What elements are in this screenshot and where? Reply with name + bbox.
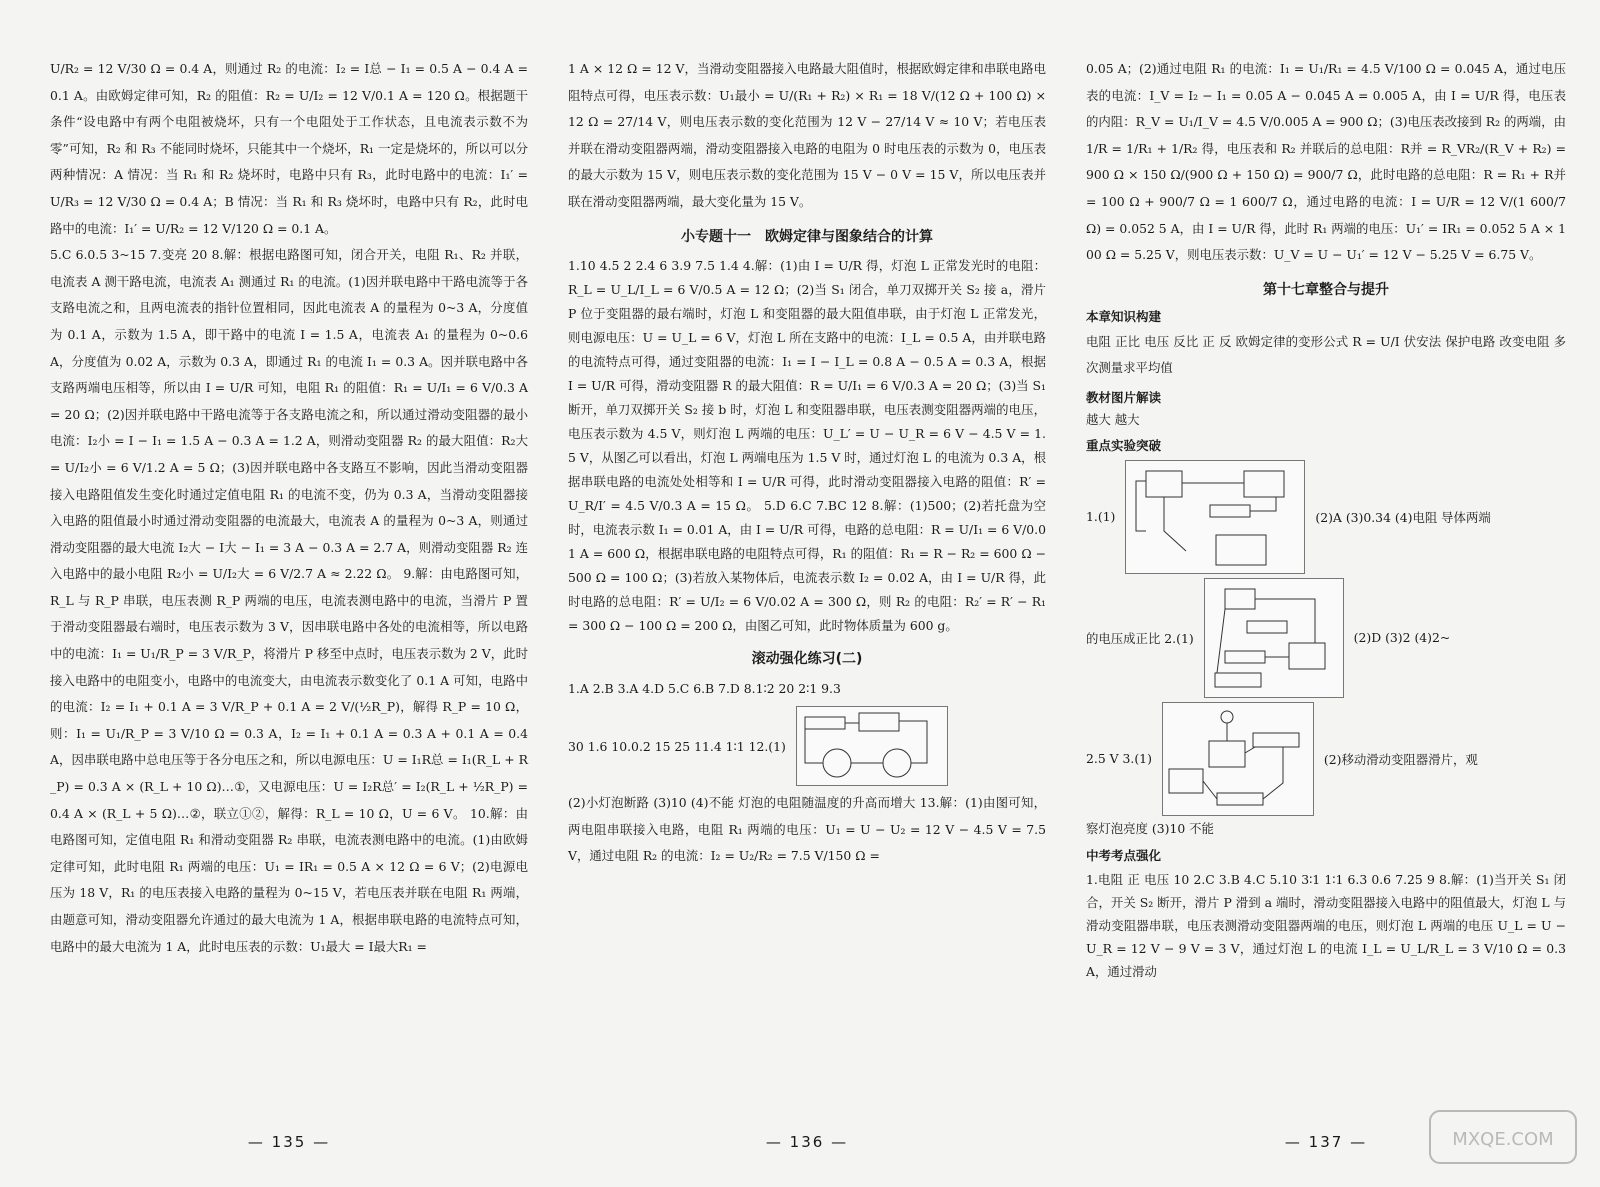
subsection-heading: 重点实验突破 [1086, 437, 1162, 453]
subsection-heading: 教材图片解读 [1086, 389, 1162, 405]
answer-text: 30 1.6 10.0.2 15 25 11.4 1∶1 12.(1) [568, 738, 786, 754]
circuit-diagram [1125, 460, 1305, 574]
page-number: — 137 — [1284, 1133, 1368, 1151]
answer-text: 1.电阻 正 电压 10 2.C 3.B 4.C 5.10 3∶1 1∶1 6.3 0.6 7.25 9 8.解：(1)当开关 S₁ 闭合，开关 S₂ 断开，滑片 P 滑到 a 端时，滑动变阻器接入电路中的阻值最大，灯泡 L 与滑动变阻器串联，电压表测滑动变阻器两端的电压，则灯泡 L 两端的电压 U_L = U − U_R = 12 V − 9 V = 3 V，通过灯泡 L 的电流 I_L = U_L/R_L = 3 V/10 Ω = 0.3 A，通过滑动 [1086, 871, 1566, 979]
watermark-logo [1428, 1109, 1578, 1169]
answer-text: U/R₂ = 12 V/30 Ω = 0.4 A，则通过 R₂ 的电流：I₂ = I总 − I₁ = 0.5 A − 0.4 A = 0.1 A。由欧姆定律可知，R₂ 的阻值：R₂ = U/I₂ = 12 V/0.1 A = 120 Ω。根据题干条件“设电路中有两个电阻被烧坏，只有一个电阻处于工作状态，且电流表示数不为零”可知，R₂ 和 R₃ 不能同时烧坏，只能其中一个烧坏，R₁ 一定是烧坏的，所以可以分两种情况：A 情况：当 R₁ 和 R₂ 烧坏时，电路中只有 R₃，此时电路中的电流：I₁′ = U/R₃ = 12 V/30 Ω = 0.4 A；B 情况：当 R₁ 和 R₃ 烧坏时，电路中只有 R₂，此时电路中的电流：I₁′ = U/R₂ = 12 V/120 Ω = 0.1 A。 [50, 61, 528, 236]
page-135 [40, 0, 538, 1187]
page-136 [558, 0, 1056, 1187]
answer-text: 2.5 V 3.(1) [1086, 751, 1152, 767]
circuit-diagram [1204, 578, 1344, 698]
answer-text: (2)小灯泡断路 (3)10 (4)不能 灯泡的电阻随温度的升高而增大 13.解：(1)由图可知，两电阻串联接入电路，电阻 R₁ 两端的电压：U₁ = U − U₂ = 12 V − 4.5 V = 7.5 V，通过电阻 R₂ 的电流：I₂ = U₂/R₂ = 7.5 V/150 Ω = [568, 795, 1046, 864]
section-heading: 小专题十一 欧姆定律与图象结合的计算 [681, 228, 933, 245]
answer-text: 电阻 正比 电压 反比 正 反 欧姆定律的变形公式 R = U/I 伏安法 保护电路 改变电阻 多次测量求平均值 [1086, 333, 1566, 376]
answer-text: 1.10 4.5 2 2.4 6 3.9 7.5 1.4 4.解：(1)由 I = U/R 得，灯泡 L 正常发光时的电阻：R_L = U_L/I_L = 6 V/0.5 A = 12 Ω；(2)当 S₁ 闭合，单刀双掷开关 S₂ 接 a，滑片 P 位于变阻器的最右端时，灯泡 L 和变阻器的最大阻值串联，由于灯泡 L 正常发光，则电源电压：U = U_L = 6 V，灯泡 L 所在支路中的电流：I_L = 0.5 A，由并联电路的电流特点可得，通过变阻器的电流：I₁ = I − I_L = 0.8 A − 0.5 A = 0.3 A，根据 I = U/R 可得，滑动变阻器 R 的最大阻值：R = U/I₁ = 6 V/0.3 A = 20 Ω；(3)当 S₁ 断开，单刀双掷开关 S₂ 接 b 时，灯泡 L 和变阻器串联，电压表测变阻器两端的电压，电压表示数为 4.5 V，则灯泡 L 两端的电压：U_L′ = U − U_R = 6 V − 4.5 V = 1.5 V，从图乙可以看出，灯泡 L 两端电压为 1.5 V 时，通过灯泡 L 的电流为 0.3 A，根据串联电路的电流处处相等和 I = U/R 可得，此时滑动变阻器接入电路的阻值：R′ = U_R/I′ = 4.5 V/0.3 A = 15 Ω。 5.D 6.C 7.BC 12 8.解：(1)500；(2)若托盘为空时，电流表示数 I₁ = 0.01 A，由 I = U/R 可得，电路的总电阻：R = U/I₁ = 6 V/0.01 A = 600 Ω，根据串联电路的电阻特点可得，R₁ 的阻值：R₁ = R − R₂ = 600 Ω − 500 Ω = 100 Ω；(3)若放入某物体后，电流表示数 I₂ = 0.02 A，由 I = U/R 得，此时电路的总电阻：R′ = U/I₂ = 6 V/0.02 A = 300 Ω，则 R₂ 的电阻：R₂′ = R′ − R₁ = 300 Ω − 100 Ω = 200 Ω，由图乙可知，此时物体质量为 600 g。 [568, 257, 1046, 633]
watermark-text: MXQE.COM [1452, 1129, 1554, 1150]
answer-with-figure [1086, 700, 1566, 818]
answer-text: 5.C 6.0.5 3~15 7.变亮 20 8.解：根据电路图可知，闭合开关，电阻 R₁、R₂ 并联，电流表 A 测干路电流，电流表 A₁ 测通过 R₁ 的电流。(1)因并联电路中干路电流等于各支路电流之和，且两电流表的指针位置相同，因此电流表 A 的量程为 0~3 A，分度值为 0.1 A，示数为 1.5 A，即干路中的电流 I = 1.5 A，电流表 A₁ 的量程为 0~0.6 A，分度值为 0.02 A，示数为 0.3 A，即通过 R₁ 的电流 I₁ = 0.3 A。因并联电路中各支路两端电压相等，所以由 I = U/R 可知，电阻 R₁ 的阻值：R₁ = U/I₁ = 6 V/0.3 A = 20 Ω；(2)因并联电路中干路电流等于各支路电流之和，所以通过滑动变阻器的最小电流：I₂小 = I − I₁ = 1.5 A − 0.3 A = 1.2 A，则滑动变阻器 R₂ 的最大阻值：R₂大 = U/I₂小 = 6 V/1.2 A = 5 Ω；(3)因并联电路中各支路互不影响，因此当滑动变阻器接入电路阻值发生变化时通过定值电阻 R₁ 的电流不变，仍为 0.3 A，当滑动变阻器接入电路的阻值最小时通过滑动变阻器的电流最大，电流表 A 的量程为 0~3 A，则通过滑动变阻器的最大电流 I₂大 − I大 − I₁ = 3 A − 0.3 A = 2.7 A，则滑动变阻器 R₂ 连入电路中的最小电阻 R₂小 = U/I₂大 = 6 V/2.7 A ≈ 2.22 Ω。 9.解：由电路图可知，R_L 与 R_P 串联，电压表测 R_P 两端的电压，电流表测电路中的电流，当滑片 P 置于滑动变阻器最右端时，电压表示数为 3 V，因串联电路中各处的电流相等，所以电路中的电流：I₁ = U₁/R_P = 3 V/R_P，将滑片 P 移至中点时，电压表示数为 2 V，此时接入电路中的电阻变小，电路中的电流变大，由电流表示数变化了 0.1 A 可知，电路中的电流：I₂ = I₁ + 0.1 A = 3 V/R_P + 0.1 A = 2 V/(½R_P)，解得 R_P = 10 Ω，则：I₁ = U₁/R_P = 3 V/10 Ω = 0.3 A，I₂ = I₁ + 0.1 A = 0.3 A + 0.1 A = 0.4 A，因串联电路中总电压等于各分电压之和，所以电源电压：U = I₁R总 = I₁(R_L + R_P) = 0.3 A × (R_L + 10 Ω)…①，又电源电压：U = I₂R总′ = I₂(R_L + ½R_P) = 0.4 A × (R_L + 5 Ω)…②，联立①②，解得：R_L = 10 Ω，U = 6 V。 10.解：由电路图可知，定值电阻 R₁ 和滑动变阻器 R₂ 串联，电流表测电路中的电流。(1)由欧姆定律可知，此时电阻 R₁ 两端的电压：U₁ = IR₁ = 0.5 A × 12 Ω = 6 V；(2)电源电压为 18 V，R₁ 的电压表接入电路的量程为 0~15 V，若电压表并联在电阻 R₁ 两端，由题意可知，滑动变阻器允许通过的最大电流为 1 A，根据串联电路的电流特点可知，电路中的最大电流为 1 A，此时电压表的示数：U₁最大 = I最大R₁ = [50, 247, 528, 954]
section-heading: 滚动强化练习(二) [751, 650, 863, 667]
answer-text: 1 A × 12 Ω = 12 V，当滑动变阻器接入电路最大阻值时，根据欧姆定律和串联电路电阻特点可得，电压表示数：U₁最小 = U/(R₁ + R₂) × R₁ = 18 V/(12 Ω + 100 Ω) × 12 Ω = 27/14 V，则电压表示数的变化范围为 12 V − 27/14 V ≈ 10 V；若电压表并联在滑动变阻器两端，滑动变阻器接入电路的电阻为 0 时电压表的示数为 0，电压表的最大示数为 15 V，则电压表示数的变化范围为 15 V − 0 V = 15 V，所以电压表并联在滑动变阻器两端，最大变化量为 15 V。 [568, 61, 1046, 209]
answer-with-figure [1086, 458, 1566, 576]
page-number: — 135 — [247, 1133, 331, 1151]
answer-with-figure [568, 702, 1046, 790]
circuit-diagram [796, 706, 948, 786]
subsection-heading: 本章知识构建 [1086, 308, 1162, 324]
answer-text: (2)D (3)2 (4)2~ [1353, 630, 1451, 646]
page-number: — 136 — [765, 1133, 849, 1151]
answer-with-figure [1086, 576, 1566, 700]
chapter-heading: 第十七章整合与提升 [1263, 281, 1389, 298]
answer-text: (2)移动滑动变阻器滑片，观 [1323, 751, 1478, 767]
answer-text: 的电压成正比 2.(1) [1086, 630, 1194, 646]
answer-text: 1.A 2.B 3.A 4.D 5.C 6.B 7.D 8.1∶2 20 2∶1 9.3 [568, 680, 841, 696]
answer-text: 0.05 A；(2)通过电阻 R₁ 的电流：I₁ = U₁/R₁ = 4.5 V/100 Ω = 0.045 A，通过电压表的电流：I_V = I₂ − I₁ = 0.05 A − 0.045 A = 0.005 A，由 I = U/R 得，电压表的内阻：R_V = U₁/I_V = 4.5 V/0.005 A = 900 Ω；(3)电压表改接到 R₂ 的两端，由 1/R = 1/R₁ + 1/R₂ 得，电压表和 R₂ 并联后的总电阻：R并 = R_VR₂/(R_V + R₂) = 900 Ω × 150 Ω/(900 Ω + 150 Ω) = 900/7 Ω，此时电路的总电阻：R = R₁ + R并 = 100 Ω + 900/7 Ω = 1 600/7 Ω，通过电路的电流：I = U/R = 12 V/(1 600/7 Ω) = 0.052 5 A，由 I = U/R 得，此时 R₁ 两端的电压：U₁′ = IR₁ = 0.052 5 A × 100 Ω = 5.25 V，则电压表示数：U_V = U − U₁′ = 12 V − 5.25 V = 6.75 V。 [1086, 61, 1566, 263]
page-137 [1076, 0, 1576, 1187]
answer-text: 越大 越大 [1086, 411, 1140, 427]
answer-text: 1.(1) [1086, 509, 1116, 525]
circuit-diagram [1162, 702, 1314, 816]
answer-text: 察灯泡亮度 (3)10 不能 [1086, 820, 1214, 836]
answer-text: (2)A (3)0.34 (4)电阻 导体两端 [1315, 509, 1491, 525]
subsection-heading: 中考考点强化 [1086, 847, 1162, 863]
